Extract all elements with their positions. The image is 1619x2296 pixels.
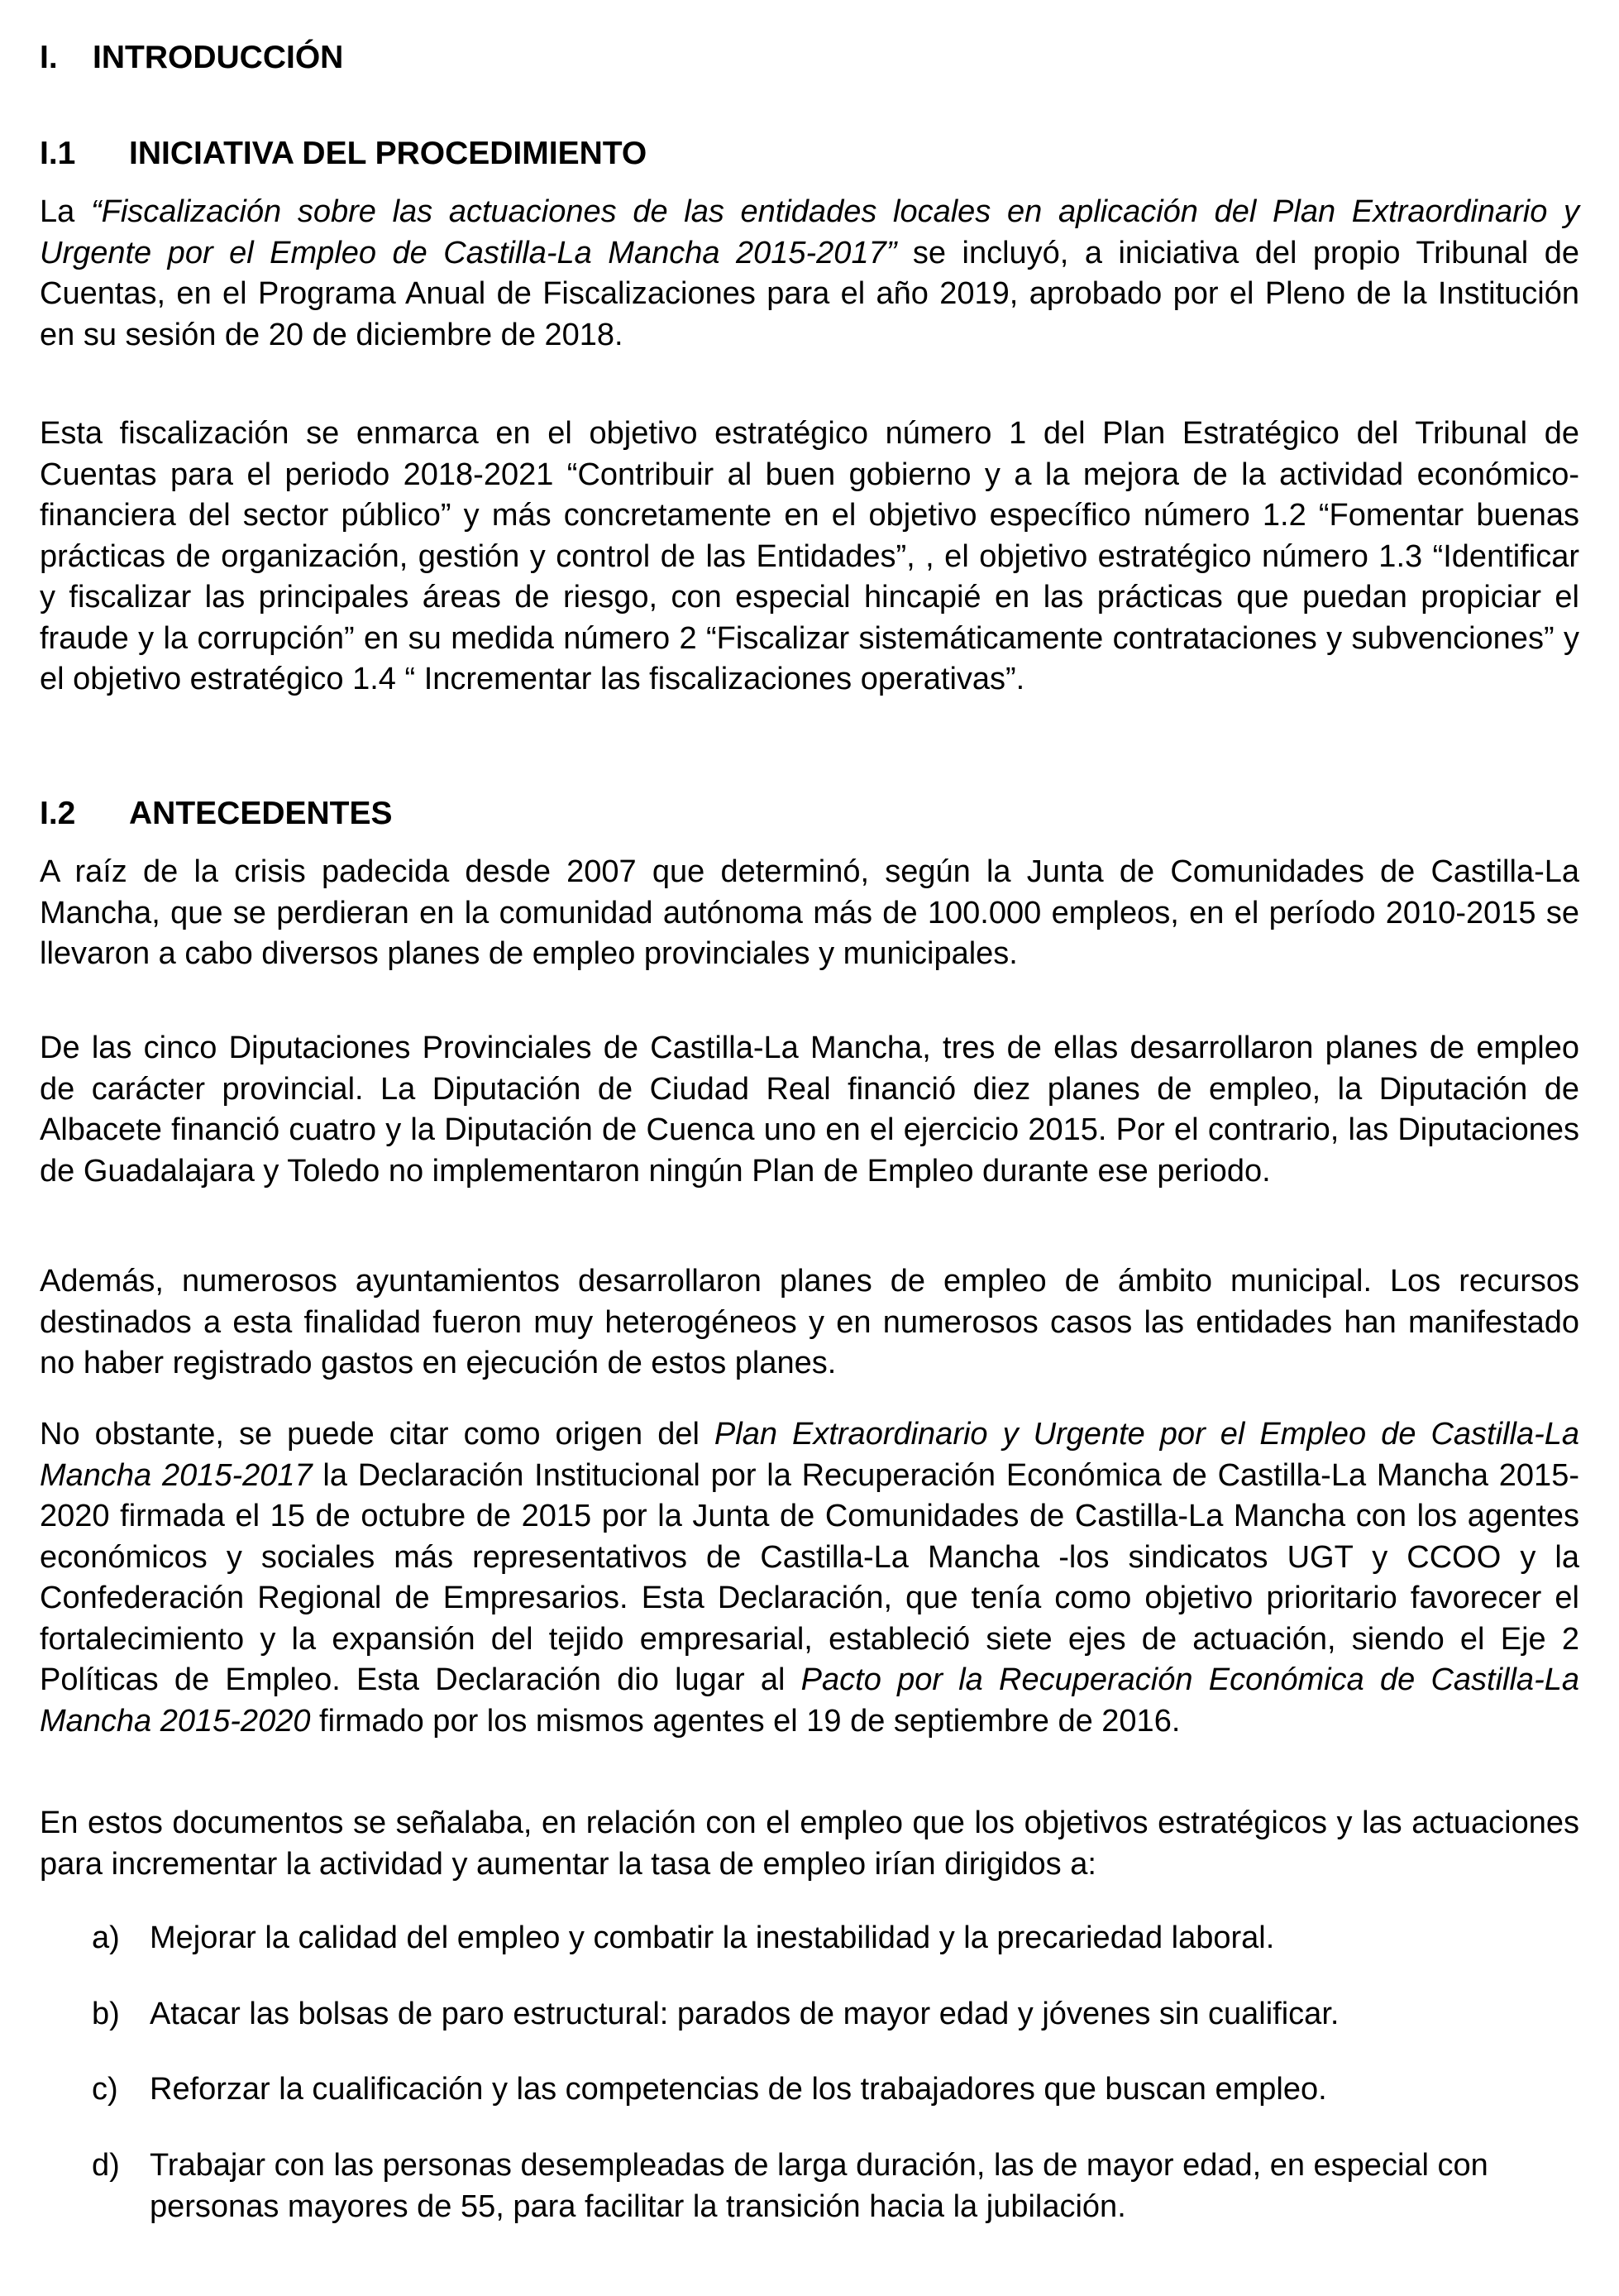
subsection-heading-1 (40, 134, 647, 174)
list-marker: b) (92, 1997, 120, 2031)
list-item (92, 2145, 1580, 2227)
paragraph-text: se incluyó, a iniciativa del propio Tribunal de Cuentas, en el Programa Anual de Fiscalizaciones para el año 2019, aprobado por el Pleno de la Institución en su sesión de 20 de diciembre de 2018. (40, 235, 1579, 352)
subsection-heading-2 (40, 794, 393, 834)
list-item-text: Reforzar la cualificación y las competencias de los trabajadores que buscan empleo. (150, 2072, 1327, 2107)
list-item (92, 1994, 1580, 2035)
paragraph-text: la Declaración Institucional por la Recuperación Económica de Castilla-La Mancha 2015-2020 firmada el 15 de octubre de 2015 por la Junta de Comunidades de Castilla-La Mancha con los agentes económicos y sociales más representativos de Castilla-La Mancha -los sindicatos UGT y CCOO y la Confederación Regional de Empresarios. Esta Declaración, que tenía como objetivo prioritario favorecer el fortalecimiento y la expansión del tejido empresarial, estableció siete ejes de actuación, siendo el Eje 2 Políticas de Empleo. Esta Declaración dio lugar al (40, 1457, 1579, 1697)
subsection-number: I.2 (40, 796, 76, 831)
subsection-title: ANTECEDENTES (129, 796, 393, 831)
paragraph-text: No obstante, se puede citar como origen del (40, 1417, 714, 1452)
section-number: I. (40, 40, 58, 75)
paragraph-diputaciones: De las cinco Diputaciones Provinciales de Castilla-La Mancha, tres de ellas desarrollaron planes de empleo de carácter provincial. La Diputación de Ciudad Real financió diez planes de empleo, la Diputación de Albacete financió cuatro y la Diputación de Cuenca uno en el ejercicio 2015. Por el contrario, las Diputaciones de Guadalajara y Toledo no implementaron ningún Plan de Empleo durante ese periodo. (40, 1031, 1579, 1189)
paragraph-crisis: A raíz de la crisis padecida desde 2007 que determinó, según la Junta de Comunidades de Castilla-La Mancha, que se perdieran en la comunidad autónoma más de 100.000 empleos, en el período 2010-2015 se llevaron a cabo diversos planes de empleo provinciales y municipales. (40, 854, 1579, 971)
paragraph-declaracion (40, 1414, 1579, 1742)
list-item-text: Mejorar la calidad del empleo y combatir la inestabilidad y la precariedad laboral. (150, 1921, 1275, 1955)
subsection-number: I.1 (40, 136, 76, 171)
paragraph-objetivo-estrategico: Esta fiscalización se enmarca en el objetivo estratégico número 1 del Plan Estratégico del Tribunal de Cuentas para el periodo 2018-2021 “Contribuir al buen gobierno y a la mejora de la actividad económico-financiera del sector público” y más concretamente en el objetivo específico número 1.2 “Fomentar buenas prácticas de organización, gestión y control de las Entidades”, , el objetivo estratégico número 1.3 “Identificar y fiscalizar las principales áreas de riesgo, con especial hincapié en las prácticas que puedan propiciar el fraude y la corrupción” en su medida número 2 “Fiscalizar sistemáticamente contrataciones y subvenciones” y el objetivo estratégico 1.4 “ Incrementar las fiscalizaciones operativas”. (40, 416, 1579, 696)
paragraph-iniciativa (40, 192, 1579, 356)
list-marker: c) (92, 2072, 118, 2107)
pacto-title-italic: Pacto por la Recuperación Económica de Castilla-La Mancha 2015-2020 (40, 1662, 1579, 1739)
subsection-title: INICIATIVA DEL PROCEDIMIENTO (129, 136, 647, 171)
paragraph-documentos: En estos documentos se señalaba, en relación con el empleo que los objetivos estratégicos y las actuaciones para incrementar la actividad y aumentar la tasa de empleo irían dirigidos a: (40, 1806, 1579, 1882)
plan-title-italic: Plan Extraordinario y Urgente por el Empleo de Castilla-La Mancha 2015-2017 (40, 1417, 1579, 1493)
section-title: INTRODUCCIÓN (93, 40, 344, 75)
paragraph-ayuntamientos: Además, numerosos ayuntamientos desarrollaron planes de empleo de ámbito municipal. Los recursos destinados a esta finalidad fueron muy heterogéneos y en numerosos casos las entidades han manifestado no haber registrado gastos en ejecución de estos planes. (40, 1264, 1579, 1380)
list-item-text: Atacar las bolsas de paro estructural: parados de mayor edad y jóvenes sin cualificar. (150, 1997, 1340, 2031)
section-heading (40, 38, 343, 78)
audit-title-italic: “Fiscalización sobre las actuaciones de las entidades locales en aplicación del Plan Extraordinario y Urgente por el Empleo de Castilla-La Mancha 2015-2017” (40, 194, 1580, 270)
list-marker: a) (92, 1921, 120, 1955)
list-item-text: Trabajar con las personas desempleadas de larga duración, las de mayor edad, en especial con personas mayores de 55, para facilitar la transición hacia la jubilación. (150, 2148, 1488, 2224)
paragraph-text: firmado por los mismos agentes el 19 de septiembre de 2016. (310, 1703, 1181, 1739)
paragraph-text: La (40, 194, 91, 229)
list-item (92, 1918, 1580, 1959)
list-item (92, 2069, 1580, 2111)
list-marker: d) (92, 2148, 120, 2183)
